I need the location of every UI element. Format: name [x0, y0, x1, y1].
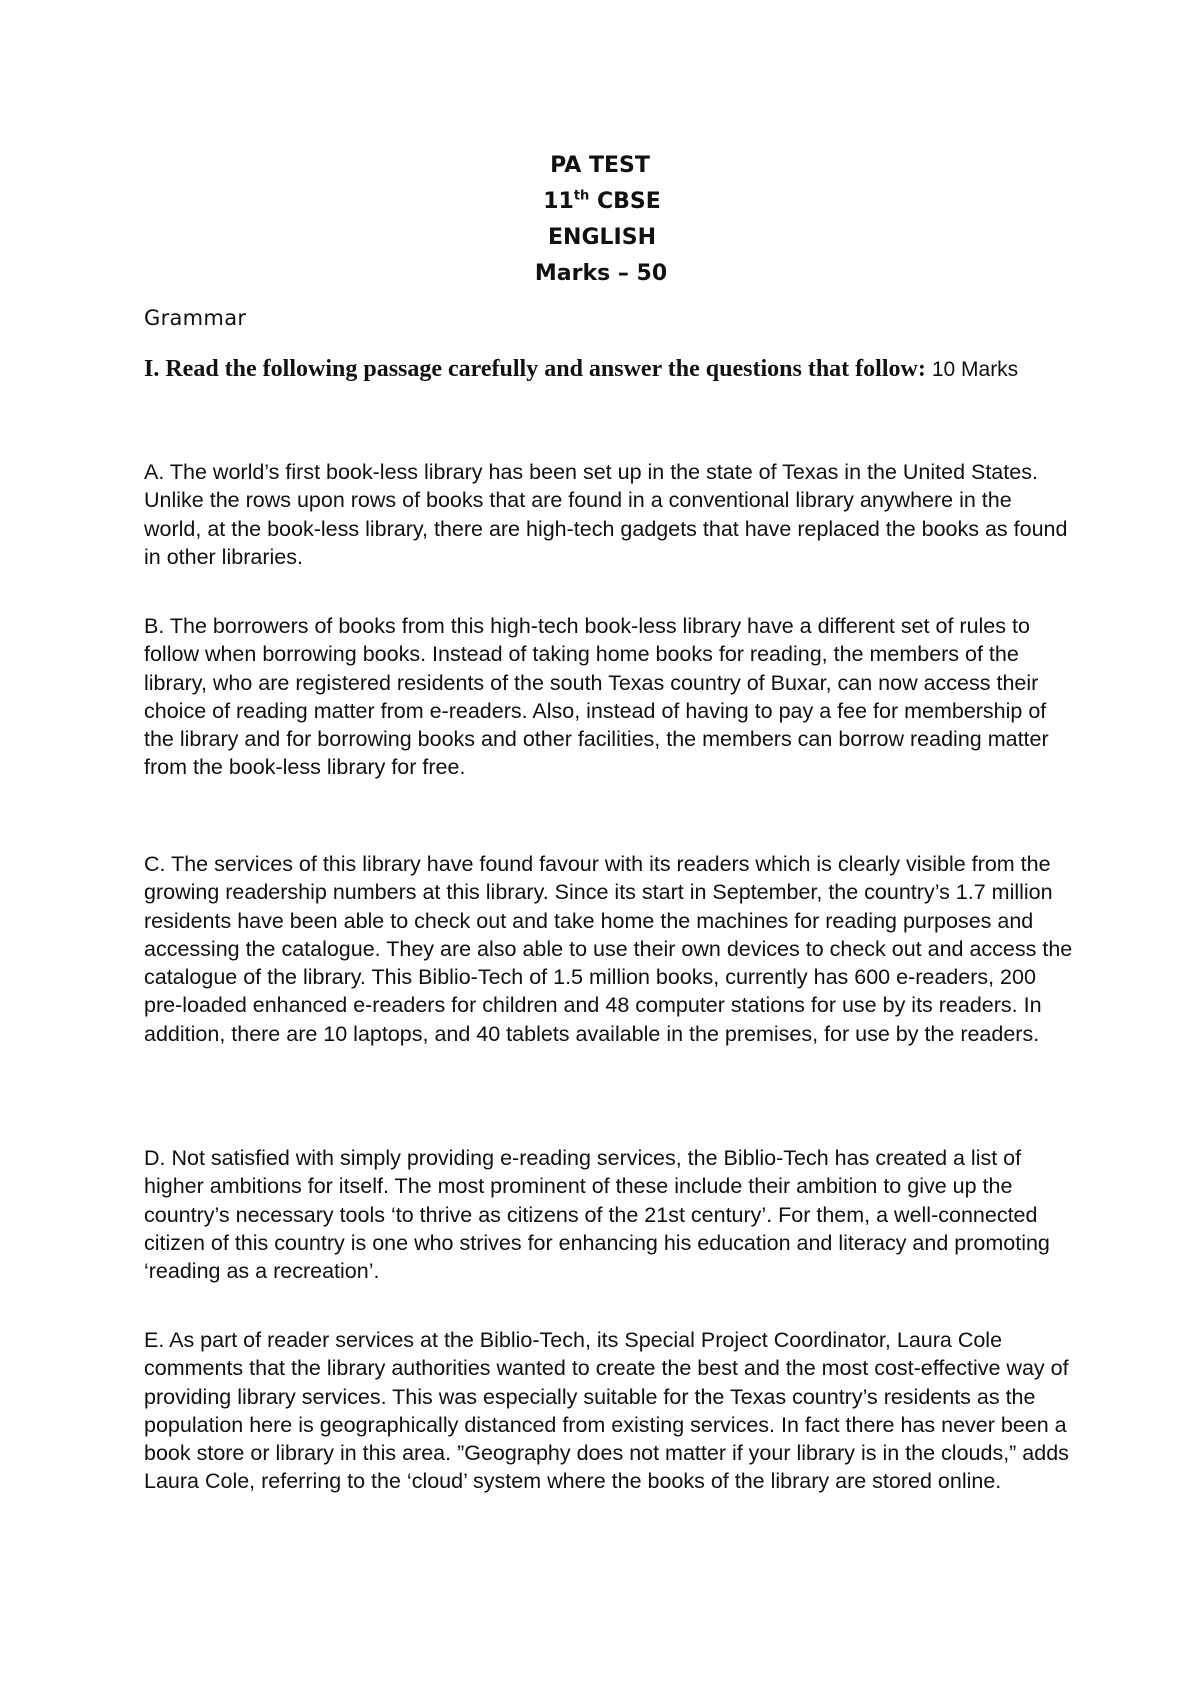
- passage-paragraph-e: E. As part of reader services at the Biblio-Tech, its Special Project Coordinator, Laura Cole comments that the library authorities wanted to create the best and the most cost-effective way of providing library services. This was especially suitable for the Texas country’s residents as the population here is geographically distanced from existing services. In fact there has never been a book store or library in this area. ”Geography does not matter if your library is in the clouds,” adds Laura Cole, referring to the ‘cloud’ system where the books of the library are stored online.: [144, 1328, 1069, 1494]
- question-text: I. Read the following passage carefully and answer the questions that follow:: [144, 356, 926, 382]
- question-marks: 10 Marks: [931, 358, 1019, 381]
- test-header: [0, 148, 1200, 292]
- question-heading: [144, 354, 1064, 385]
- passage-paragraph-d: D. Not satisfied with simply providing e-reading services, the Biblio-Tech has created a list of higher ambitions for itself. The most prominent of these include their ambition to give up the country’s necessary tools ‘to thrive as citizens of the 21st century’. For them, a well-connected citizen of this country is one who strives for enhancing his education and literacy and promoting ‘reading as a recreation’.: [144, 1146, 1050, 1284]
- subject-title: ENGLISH: [548, 225, 656, 250]
- grade-number: 11: [543, 189, 574, 214]
- test-title: PA TEST: [550, 153, 650, 178]
- grade-suffix: th: [573, 188, 590, 204]
- passage-paragraph-c: C. The services of this library have found favour with its readers which is clearly visible from the growing readership numbers at this library. Since its start in September, the country’s 1.7 million residents have been able to check out and take home the machines for reading purposes and accessing the catalogue. They are also able to use their own devices to check out and access the catalogue of the library. This Biblio-Tech of 1.5 million books, currently has 600 e-readers, 200 pre-loaded enhanced e-readers for children and 48 computer stations for use by its readers. In addition, there are 10 laptops, and 40 tablets available in the premises, for use by the readers.: [144, 852, 1073, 1046]
- section-label: Grammar: [144, 306, 247, 330]
- passage-paragraph-a: A. The world’s first book-less library has been set up in the state of Texas in the United States. Unlike the rows upon rows of books that are found in a conventional library anywhere in the world, at the book-less library, there are high-tech gadgets that have replaced the books as found in other libraries.: [144, 460, 1068, 569]
- grade-line: [4, 184, 1200, 220]
- total-marks: Marks – 50: [534, 261, 668, 286]
- grade-board: CBSE: [596, 189, 661, 214]
- passage-paragraph-b: B. The borrowers of books from this high-tech book-less library have a different set of rules to follow when borrowing books. Instead of taking home books for reading, the members of the library, who are registered residents of the south Texas country of Buxar, can now access their choice of reading matter from e-readers. Also, instead of having to pay a fee for membership of the library and for borrowing books and other facilities, the members can borrow reading matter from the book-less library for free.: [144, 614, 1049, 780]
